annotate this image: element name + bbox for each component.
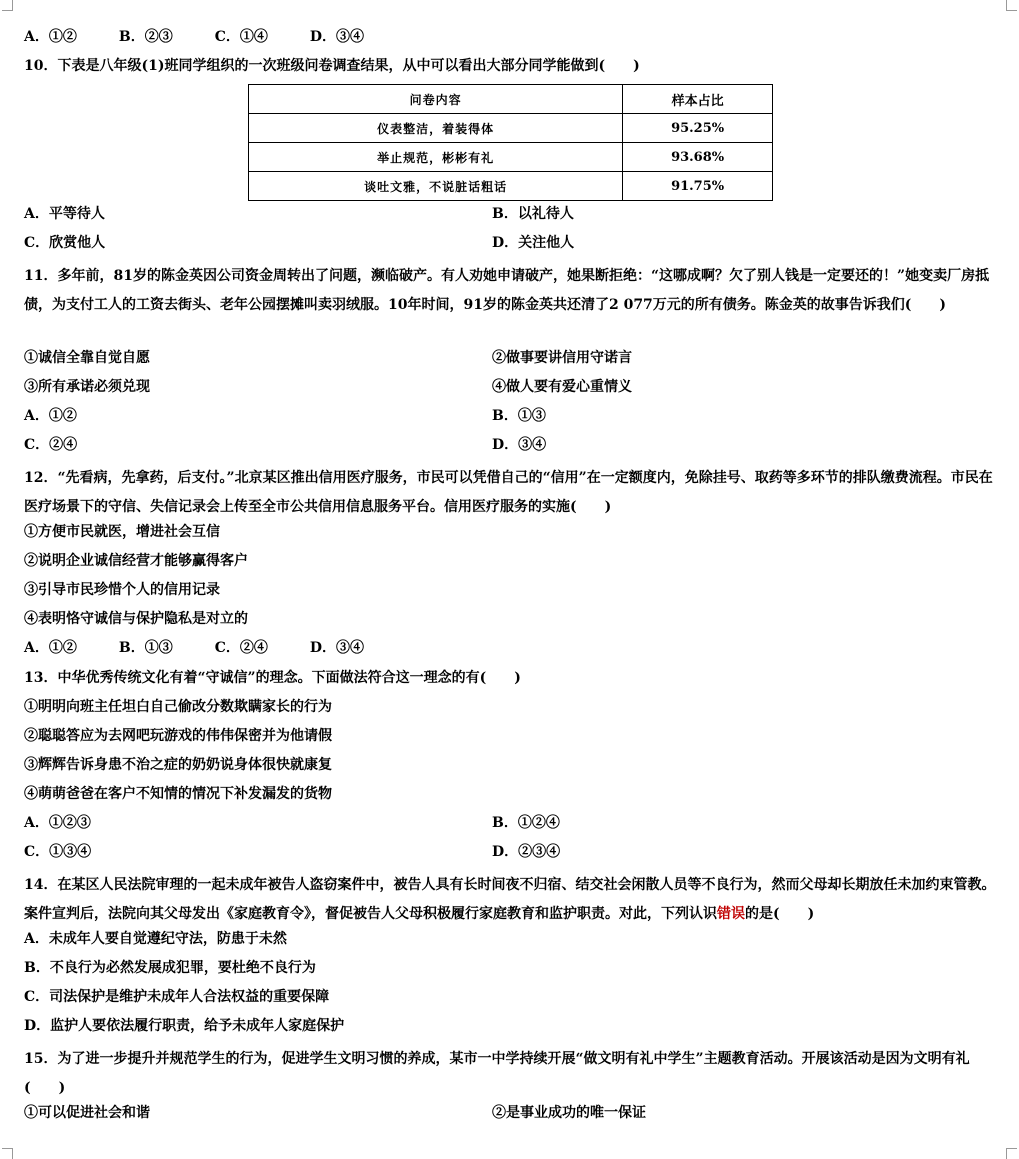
option-a: A．①② bbox=[24, 640, 77, 656]
q14-option-b: B．不良行为必然发展成犯罪，要杜绝不良行为 bbox=[24, 960, 316, 976]
q13-item-1: ①明明向班主任坦白自己偷改分数欺瞒家长的行为 bbox=[24, 699, 332, 715]
corner-mark-top-right bbox=[1006, 0, 1017, 11]
q13-option-b: B．①②④ bbox=[492, 815, 560, 831]
table-cell: 93.68% bbox=[623, 143, 773, 172]
q13-option-a: A．①②③ bbox=[24, 815, 91, 831]
option-c: C．②④ bbox=[214, 640, 268, 656]
option-c: C．①④ bbox=[214, 29, 268, 45]
table-row bbox=[249, 114, 773, 143]
option-a: A．①② bbox=[24, 29, 77, 45]
q14-stem bbox=[24, 871, 999, 929]
prev-question-options bbox=[24, 27, 406, 47]
q14-option-c: C．司法保护是维护未成年人合法权益的重要保障 bbox=[24, 989, 330, 1005]
q11-item-1: ①诚信全靠自觉自愿 bbox=[24, 350, 150, 366]
q11-option-b: B．①③ bbox=[492, 408, 546, 424]
corner-mark-bottom-left bbox=[2, 1148, 13, 1159]
q13-item-2: ②聪聪答应为去网吧玩游戏的伟伟保密并为他请假 bbox=[24, 728, 332, 744]
q11-item-3: ③所有承诺必须兑现 bbox=[24, 379, 150, 395]
q11-item-2: ②做事要讲信用守诺言 bbox=[492, 350, 632, 366]
q14-option-a: A．未成年人要自觉遵纪守法，防患于未然 bbox=[24, 931, 287, 947]
table-header-row bbox=[249, 85, 773, 114]
q14-stem-text: 14．在某区人民法院审理的一起未成年被告人盗窃案件中，被告人具有长时间夜不归宿、结交社会闲散人员等不良行为，然而父母却长期放任未加约束管教。案件宣判后，法院向其父母发出《家庭教育令》，督促被告人父母积极履行家庭教育和监护职责。对此，下列认识 bbox=[24, 877, 996, 922]
corner-mark-bottom-right bbox=[1006, 1148, 1017, 1159]
table-cell: 95.25% bbox=[623, 114, 773, 143]
table-header: 样本占比 bbox=[623, 85, 773, 114]
q14-stem-end: 的是( ) bbox=[745, 906, 815, 922]
q12-item-1: ①方便市民就医，增进社会互信 bbox=[24, 524, 220, 540]
option-b: B．①③ bbox=[118, 640, 173, 656]
q12-options bbox=[24, 638, 406, 658]
q14-option-d: D．监护人要依法履行职责，给予未成年人家庭保护 bbox=[24, 1018, 345, 1034]
q11-option-c: C．②④ bbox=[24, 437, 78, 453]
q13-option-c: C．①③④ bbox=[24, 844, 92, 860]
table-cell: 举止规范，彬彬有礼 bbox=[249, 143, 623, 172]
table-header: 问卷内容 bbox=[249, 85, 623, 114]
table-cell: 谈吐文雅，不说脏话粗话 bbox=[249, 172, 623, 201]
table-cell: 仪表整洁，着装得体 bbox=[249, 114, 623, 143]
q15-item-2: ②是事业成功的唯一保证 bbox=[492, 1105, 646, 1121]
q14-emphasis-word: 错误 bbox=[717, 906, 745, 922]
option-d: D．③④ bbox=[309, 640, 365, 656]
q13-item-4: ④萌萌爸爸在客户不知情的情况下补发漏发的货物 bbox=[24, 786, 332, 802]
q15-stem: 15．为了进一步提升并规范学生的行为，促进学生文明习惯的养成，某市一中学持续开展“做文明有礼中学生”主题教育活动。开展该活动是因为文明有礼( ) bbox=[24, 1051, 970, 1096]
table-cell: 91.75% bbox=[623, 172, 773, 201]
q12-item-3: ③引导市民珍惜个人的信用记录 bbox=[24, 582, 220, 598]
q10-option-d: D．关注他人 bbox=[492, 235, 575, 251]
q12-item-4: ④表明恪守诚信与保护隐私是对立的 bbox=[24, 611, 248, 627]
q15-item-1: ①可以促进社会和谐 bbox=[24, 1105, 150, 1121]
q12-item-2: ②说明企业诚信经营才能够赢得客户 bbox=[24, 553, 248, 569]
q11-option-a: A．①② bbox=[24, 408, 77, 424]
q13-item-3: ③辉辉告诉身患不治之症的奶奶说身体很快就康复 bbox=[24, 757, 332, 773]
option-b: B．②③ bbox=[118, 29, 173, 45]
survey-table bbox=[248, 84, 773, 201]
q11-option-d: D．③④ bbox=[492, 437, 547, 453]
q10-option-a: A．平等待人 bbox=[24, 206, 105, 222]
q10-option-c: C．欣赏他人 bbox=[24, 235, 106, 251]
q10-stem: 10．下表是八年级(1)班同学组织的一次班级问卷调查结果，从中可以看出大部分同学能做到( ) bbox=[24, 58, 640, 74]
q13-option-d: D．②③④ bbox=[492, 844, 561, 860]
q12-stem: 12．“先看病，先拿药，后支付。”北京某区推出信用医疗服务，市民可以凭借自己的“信用”在一定额度内，免除挂号、取药等多环节的排队缴费流程。市民在医疗场景下的守信、失信记录会上传至全市公共信用信息服务平台。信用医疗服务的实施( ) bbox=[24, 470, 993, 515]
corner-mark-top-left bbox=[2, 0, 13, 11]
q10-option-b: B．以礼待人 bbox=[492, 206, 574, 222]
q11-stem: 11．多年前，81岁的陈金英因公司资金周转出了问题，濒临破产。有人劝她申请破产，她果断拒绝：“这哪成啊？欠了别人钱是一定要还的！”她变卖厂房抵债，为支付工人的工资去街头、老年公园摆摊叫卖羽绒服。10年时间，91岁的陈金英共还清了2 077万元的所有债务。陈金英的故事告诉我们( ) bbox=[24, 268, 990, 313]
q11-item-4: ④做人要有爱心重情义 bbox=[492, 379, 632, 395]
table-row bbox=[249, 143, 773, 172]
table-row bbox=[249, 172, 773, 201]
q13-stem: 13．中华优秀传统文化有着“守诚信”的理念。下面做法符合这一理念的有( ) bbox=[24, 670, 521, 686]
option-d: D．③④ bbox=[309, 29, 365, 45]
